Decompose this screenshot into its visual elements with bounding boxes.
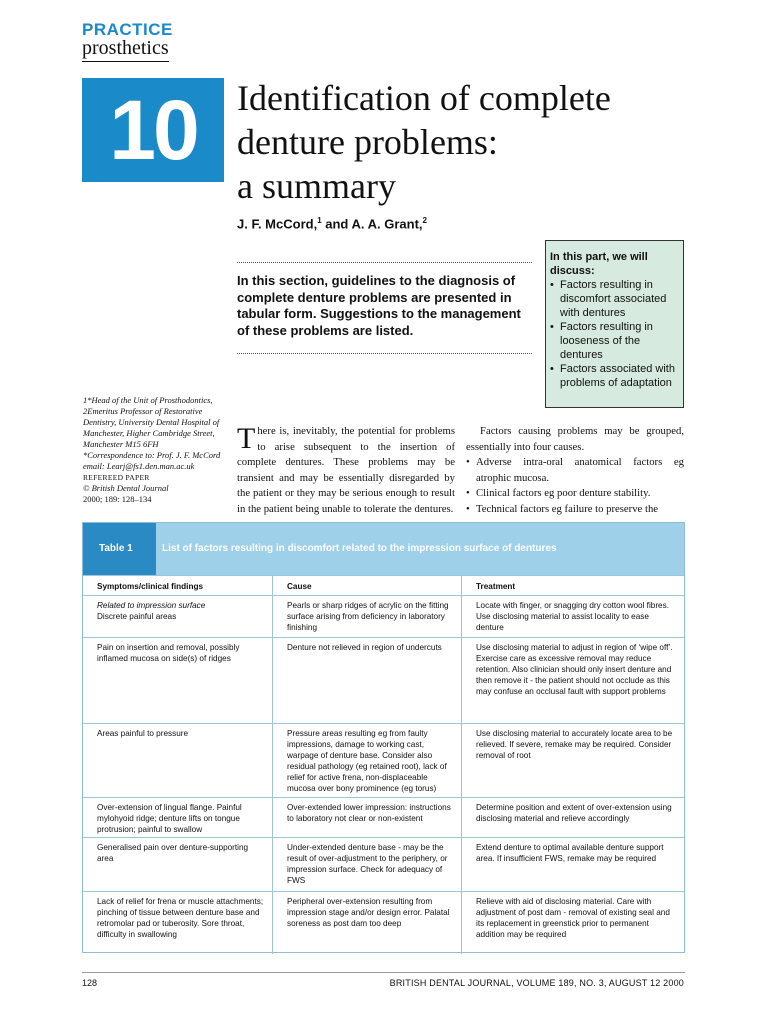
treatment-cell: Extend denture to optimal available denture support area. If insufficient FWS, remake may be required <box>461 838 684 892</box>
cause-cell: Pressure areas resulting eg from faulty impressions, damage to working cast, warpage of denture base. Consider also residual pathology (eg retained root), lack of relief for active frena, non-displaceable mucosa over bony prominence (eg torus) <box>272 724 461 798</box>
column-header: Symptoms/clinical findings <box>97 582 204 591</box>
cause-cell: Pearls or sharp ridges of acrylic on the fitting surface arising from deficiency in laboratory finishing <box>272 596 461 638</box>
cause-cell: Denture not relieved in region of undercuts <box>272 638 461 724</box>
cause-cell: Under-extended denture base - may be the result of over-adjustment to the periphery, or impression surface. Check for adequacy of FWS <box>272 838 461 892</box>
cause-item: • Technical factors eg failure to preserve the <box>466 502 684 518</box>
footnote-line: REFEREED PAPER <box>83 473 150 482</box>
table-header-bar <box>83 523 684 575</box>
footnote-line: © British Dental Journal <box>83 483 169 493</box>
author-name: and A. A. Grant, <box>321 216 423 232</box>
affiliation-mark: 2 <box>422 216 427 225</box>
symptom-cell: Areas painful to pressure <box>97 729 189 738</box>
body-column-1 <box>237 424 455 517</box>
symptom-cell: Pain on insertion and removal, possibly inflamed mucosa on side(s) of ridges <box>97 643 240 663</box>
cause-list <box>466 455 684 517</box>
title-line: Identification of complete <box>237 78 611 118</box>
footnote-line: *Correspondence to: Prof. J. F. McCord email: Learj@fs1.den.man.ac.uk <box>83 450 221 471</box>
discussion-heading: In this part, we will discuss: <box>550 251 648 277</box>
column-header: Cause <box>272 576 461 596</box>
cause-cell: Over-extended lower impression: instructions to laboratory not clear or non-existent <box>272 798 461 838</box>
body-text: here is, inevitably, the potential for problems to arise subsequent to the insertion of complete dentures. These problems may be transient and may be essentially disregarded by the patient or they may be serious enough to result in the patient being unable to tolerate the dentures. <box>237 425 455 515</box>
title-line: denture problems: <box>237 122 498 162</box>
symptom-cell: Over-extension of lingual flange. Painful mylohyoid ridge; denture lifts on tongue protrusion; painful to swallow <box>97 803 242 834</box>
symptom-text: Discrete painful areas <box>97 612 177 621</box>
table-1 <box>82 522 685 953</box>
table-row <box>83 723 684 798</box>
cause-item: • Adverse intra-oral anatomical factors eg atrophic mucosa. <box>466 455 684 486</box>
table-row <box>83 595 684 638</box>
journal-citation: BRITISH DENTAL JOURNAL, VOLUME 189, NO. 3, AUGUST 12 2000 <box>389 978 684 988</box>
discussion-box <box>545 240 684 408</box>
part-number-badge: 10 <box>82 78 224 182</box>
table-caption: List of factors resulting in discomfort related to the impression surface of dentures <box>162 543 557 554</box>
discussion-item: • Factors resulting in looseness of the dentures <box>550 320 679 362</box>
table-header-row <box>83 575 684 596</box>
table-row <box>83 637 684 724</box>
table-row <box>83 891 684 954</box>
drop-cap: T <box>237 422 256 455</box>
article-title <box>237 76 717 208</box>
table-row <box>83 837 684 892</box>
title-line: a summary <box>237 166 396 206</box>
author-footnote <box>83 395 233 505</box>
treatment-cell: Determine position and extent of over-extension using disclosing material and relieve accordingly <box>461 798 684 838</box>
discussion-item: • Factors associated with problems of adaptation <box>550 362 679 390</box>
cause-cell: Peripheral over-extension resulting from impression stage and/or design error. Palatal soreness as post dam too deep <box>272 892 461 954</box>
symptom-cell: Generalised pain over denture-supporting area <box>97 843 249 863</box>
abstract: In this section, guidelines to the diagnosis of complete denture problems are presented in tabular form. Suggestions to the management of these problems are listed. <box>237 262 532 354</box>
section-kicker: PRACTICE <box>82 20 173 39</box>
treatment-cell: Relieve with aid of disclosing material. Care with adjustment of post dam - removal of existing seal and its replacement in greenstick prior to permanent addition may be required <box>461 892 684 954</box>
table-label: Table 1 <box>83 523 156 575</box>
discussion-item: • Factors resulting in discomfort associated with dentures <box>550 278 679 320</box>
section-name: prosthetics <box>82 37 169 62</box>
author-list <box>237 216 427 231</box>
body-text: Factors causing problems may be grouped, essentially into four causes. <box>466 425 684 453</box>
symptom-cell <box>83 596 272 638</box>
footer-rule <box>82 972 685 973</box>
row-subheading: Related to impression surface <box>97 601 206 610</box>
treatment-cell: Use disclosing material to adjust in region of ‘wipe off’. Exercise care as excessive removal may reduce retention. Also clinician should only insert denture and then remove it - the patient should not occlude as this may confuse an occlusal fault with support problems <box>461 638 684 724</box>
footnote-line: 2000; 189: 128–134 <box>83 494 152 504</box>
footnote-line: 1*Head of the Unit of Prosthodontics, <box>83 395 213 405</box>
cause-item: • Clinical factors eg poor denture stability. <box>466 486 684 502</box>
affiliation-mark: 1 <box>317 216 322 225</box>
page-number: 128 <box>82 978 98 988</box>
discussion-list <box>550 278 679 390</box>
treatment-cell: Locate with finger, or snagging dry cotton wool fibres. Use disclosing material to assist locality to ease denture <box>461 596 684 638</box>
table-row <box>83 797 684 838</box>
body-column-2 <box>466 424 684 517</box>
treatment-cell: Use disclosing material to accurately locate area to be relieved. If severe, remake may be required. Consider removal of root <box>461 724 684 798</box>
symptom-cell: Lack of relief for frena or muscle attachments; pinching of tissue between denture base and retromolar pad or tuberosity. Sore throat, difficulty in swallowing <box>97 897 264 939</box>
author-name: J. F. McCord, <box>237 216 318 232</box>
footnote-line: 2Emeritus Professor of Restorative Dentistry, University Dental Hospital of Manchester, Higher Cambridge Street, Manchester M15 6FH <box>83 406 220 449</box>
column-header: Treatment <box>461 576 684 596</box>
